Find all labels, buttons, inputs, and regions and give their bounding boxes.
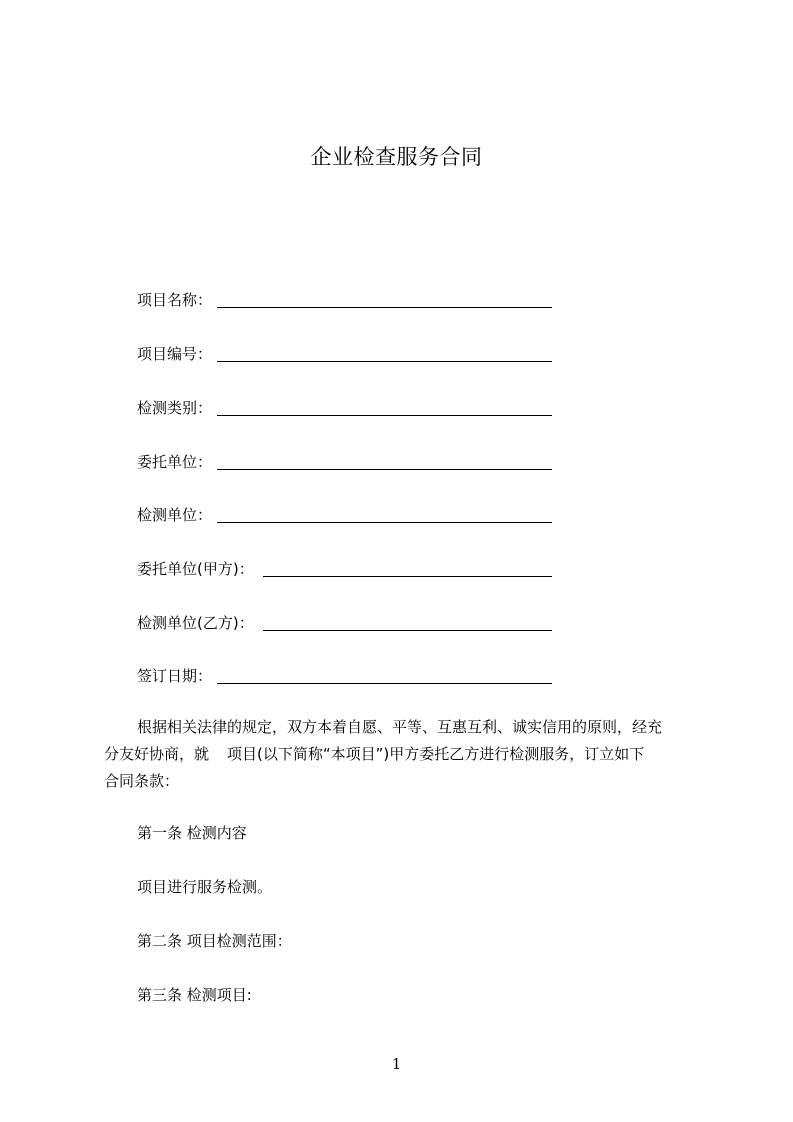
- fill-in-line[interactable]: [217, 522, 552, 523]
- field-label: 检测单位：: [137, 506, 213, 524]
- clause-text: 项目进行服务检测。: [137, 878, 273, 896]
- field-label: 项目名称：: [137, 291, 213, 309]
- field-label: 签订日期：: [137, 667, 213, 685]
- intro-line-part: 项目(以下简称“本项目”)甲方委托乙方进行检测服务，订立如下: [227, 745, 645, 763]
- clause-heading: 第一条 检测内容: [137, 824, 247, 842]
- fill-in-line[interactable]: [217, 415, 552, 416]
- field-signing-date: [137, 666, 212, 686]
- field-label: 委托单位：: [137, 453, 213, 471]
- intro-line: [104, 741, 704, 768]
- clause-heading: 第三条 检测项目:: [137, 986, 252, 1004]
- fill-in-line[interactable]: [217, 361, 552, 362]
- fill-in-line[interactable]: [217, 683, 552, 684]
- field-party-b: [137, 613, 254, 633]
- page-number: 1: [391, 1055, 402, 1073]
- field-project-number: [137, 344, 212, 364]
- field-label: 检测单位(乙方)：: [137, 614, 254, 632]
- intro-paragraph: [104, 714, 704, 795]
- clause-heading: 第二条 项目检测范围：: [137, 932, 292, 950]
- field-project-name: [137, 290, 212, 310]
- field-testing-unit: [137, 505, 212, 525]
- fill-in-line[interactable]: [263, 630, 552, 631]
- field-test-category: [137, 398, 212, 418]
- fill-in-line[interactable]: [263, 576, 552, 577]
- field-label: 检测类别：: [137, 399, 213, 417]
- field-label: 项目编号：: [137, 345, 213, 363]
- document-title: 企业检查服务合同: [310, 145, 483, 169]
- field-label: 委托单位(甲方)：: [137, 560, 254, 578]
- field-client-unit: [137, 452, 212, 472]
- intro-line: 合同条款：: [104, 772, 180, 790]
- fill-in-line[interactable]: [217, 307, 552, 308]
- fill-in-line[interactable]: [217, 469, 552, 470]
- intro-line-part: 分友好协商，就: [104, 745, 210, 763]
- field-party-a: [137, 559, 254, 579]
- intro-line: 根据相关法律的规定，双方本着自愿、平等、互惠互利、诚实信用的原则，经充: [137, 718, 663, 736]
